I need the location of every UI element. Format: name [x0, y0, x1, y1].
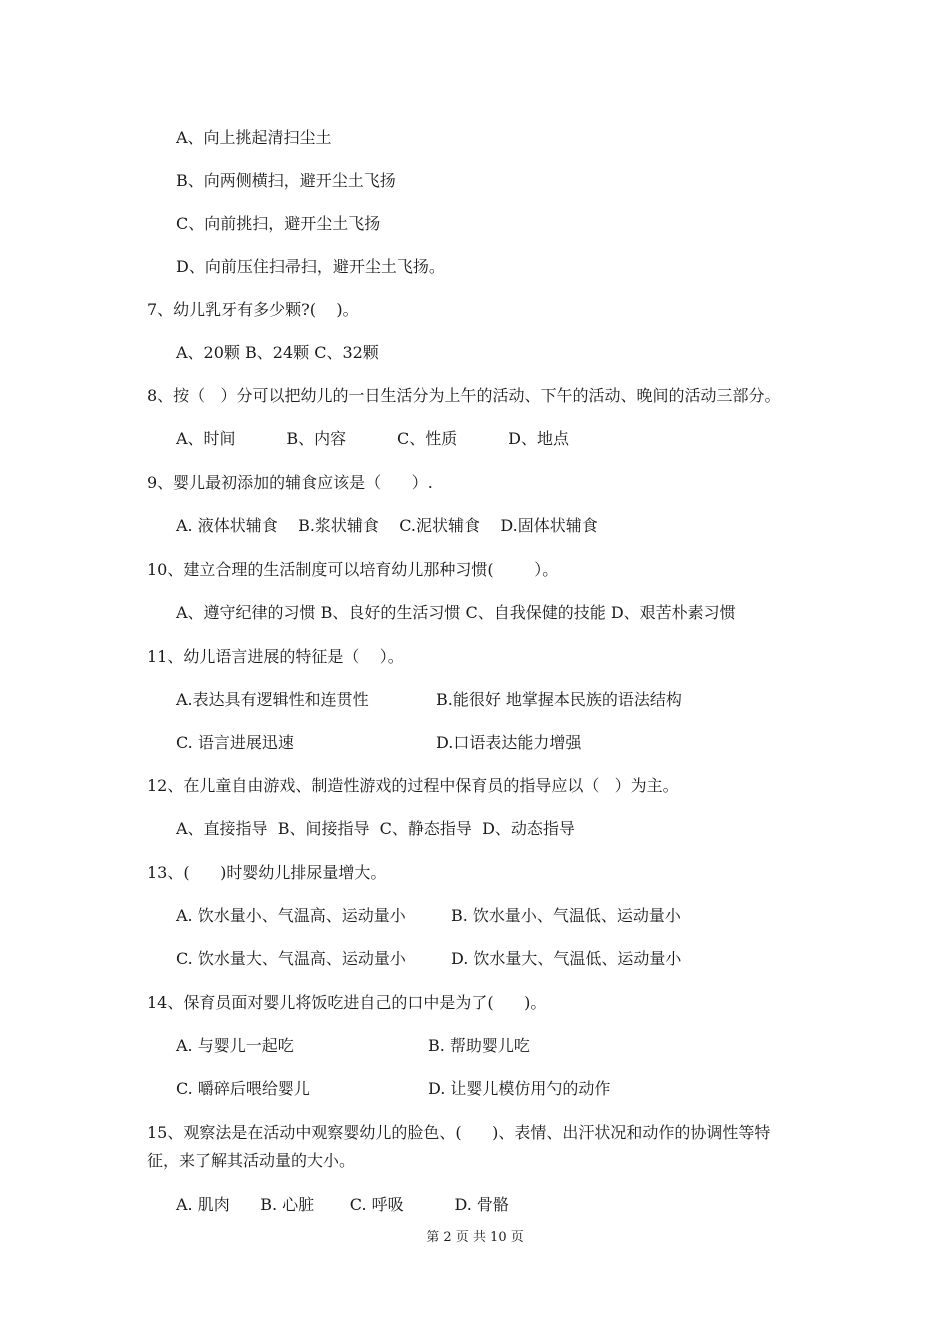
option-c-q13: C. 饮水量大、气温高、运动量小: [176, 949, 406, 968]
option-b-q13: B. 饮水量小、气温低、运动量小: [451, 906, 681, 925]
question-11: 11、幼儿语言进展的特征是（ ）。: [147, 647, 404, 666]
page-footer: 第 2 页 共 10 页: [426, 1230, 524, 1245]
option-d-q14: D. 让婴儿模仿用勺的动作: [428, 1079, 611, 1098]
option-c-q14: C. 嚼碎后喂给婴儿: [176, 1079, 310, 1098]
option-b-q6: B、向两侧横扫，避开尘土飞扬: [176, 171, 396, 190]
options-q9: A. 液体状辅食 B.浆状辅食 C.泥状辅食 D.固体状辅食: [176, 516, 598, 535]
option-a-q13: A. 饮水量小、气温高、运动量小: [176, 906, 406, 925]
option-a-q11: A.表达具有逻辑性和连贯性: [176, 690, 369, 709]
question-10: 10、建立合理的生活制度可以培育幼儿那种习惯( ）。: [147, 560, 559, 579]
option-b-q11: B.能很好 地掌握本民族的语法结构: [436, 690, 682, 709]
question-15-line1: 15、观察法是在活动中观察婴幼儿的脸色、( )、表情、出汗状况和动作的协调性等特: [147, 1123, 771, 1142]
question-14: 14、保育员面对婴儿将饭吃进自己的口中是为了( )。: [147, 993, 547, 1012]
options-q10: A、遵守纪律的习惯 B、良好的生活习惯 C、自我保健的技能 D、艰苦朴素习惯: [176, 603, 736, 622]
option-a-q6: A、向上挑起清扫尘土: [176, 128, 332, 147]
option-d-q6: D、向前压住扫帚扫，避开尘土飞扬。: [176, 257, 445, 276]
question-7: 7、幼儿乳牙有多少颗?( )。: [147, 300, 359, 319]
question-13: 13、( )时婴幼儿排尿量增大。: [147, 863, 387, 882]
question-8: 8、按（ ）分可以把幼儿的一日生活分为上午的活动、下午的活动、晚间的活动三部分。: [147, 386, 781, 405]
options-q12: A、直接指导 B、间接指导 C、静态指导 D、动态指导: [176, 819, 575, 838]
question-15-line2: 征，来了解其活动量的大小。: [147, 1151, 356, 1170]
question-9: 9、婴儿最初添加的辅食应该是（ ）.: [147, 473, 433, 492]
option-d-q11: D.口语表达能力增强: [436, 733, 582, 752]
option-c-q6: C、向前挑扫，避开尘土飞扬: [176, 214, 381, 233]
options-q7: A、20颗 B、24颗 C、32颗: [176, 343, 379, 362]
question-12: 12、在儿童自由游戏、制造性游戏的过程中保育员的指导应以（ ）为主。: [147, 776, 679, 795]
option-b-q14: B. 帮助婴儿吃: [428, 1036, 530, 1055]
options-q15: A. 肌肉 B. 心脏 C. 呼吸 D. 骨骼: [176, 1195, 509, 1214]
option-a-q14: A. 与婴儿一起吃: [176, 1036, 294, 1055]
option-d-q13: D. 饮水量大、气温低、运动量小: [451, 949, 682, 968]
options-q8: A、时间 B、内容 C、性质 D、地点: [176, 429, 569, 448]
option-c-q11: C. 语言进展迅速: [176, 733, 294, 752]
